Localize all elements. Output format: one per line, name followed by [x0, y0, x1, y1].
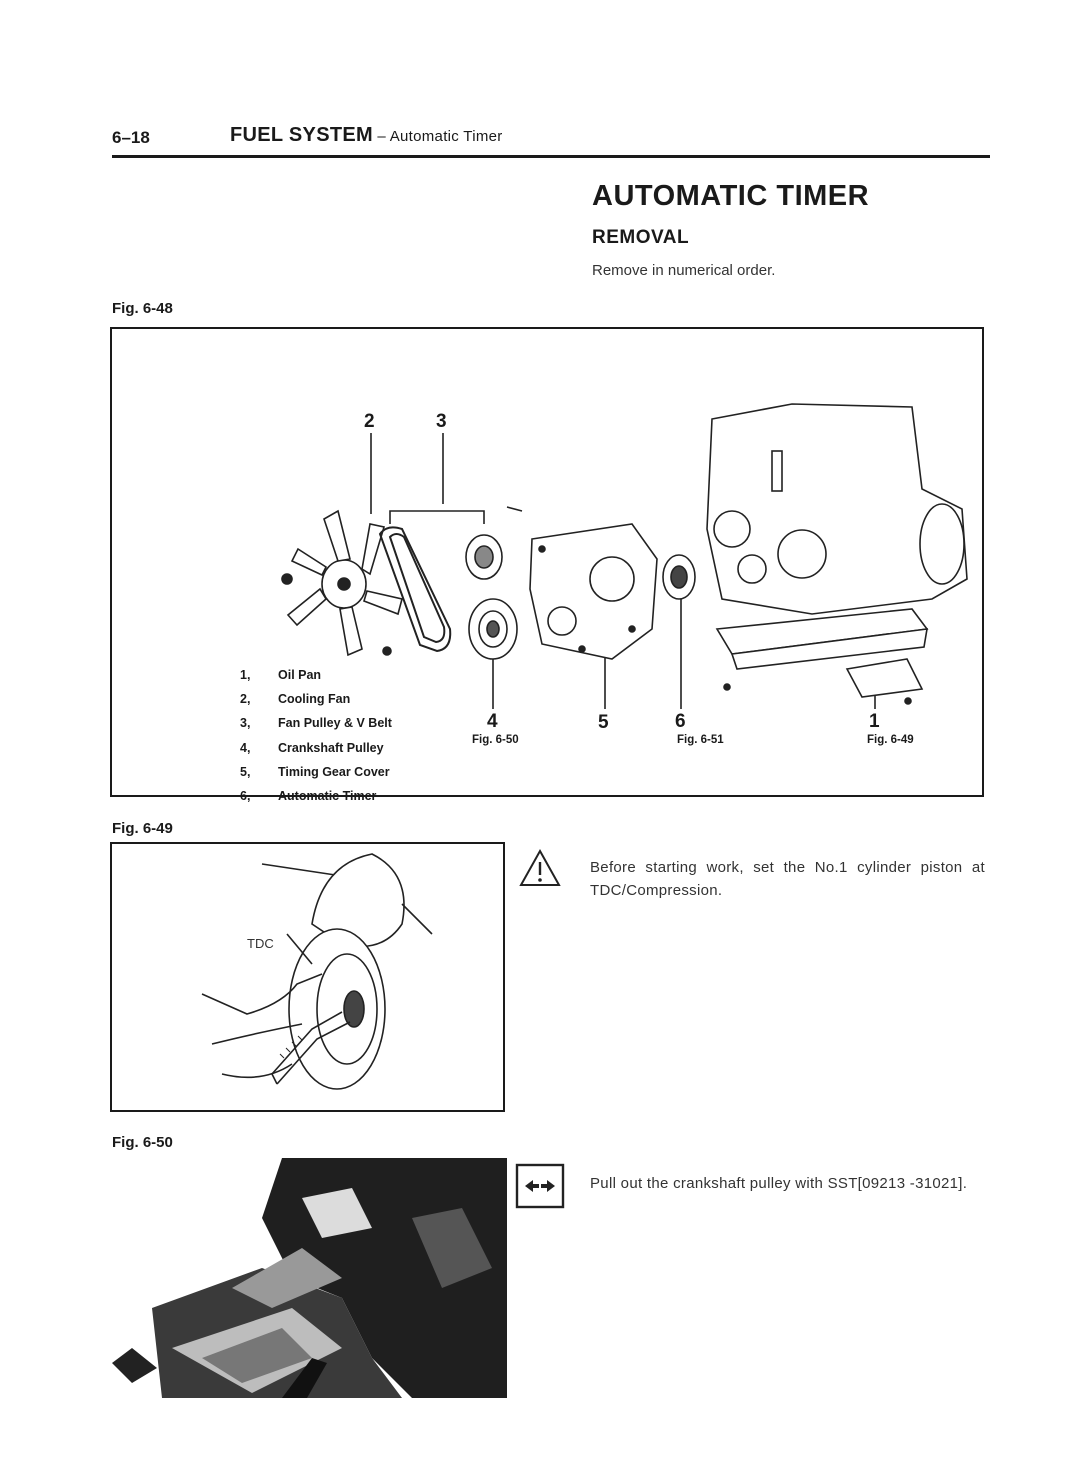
legend-text: Crankshaft Pulley [278, 740, 384, 755]
tdc-label: TDC [247, 936, 274, 951]
instruction-text: Remove in numerical order. [592, 262, 776, 279]
running-header [230, 124, 503, 147]
legend-text: Cooling Fan [278, 692, 351, 707]
legend-item [240, 736, 392, 760]
pulley-removal-photo [112, 1158, 507, 1398]
legend-text: Oil Pan [278, 668, 322, 682]
legend-text: Fan Pulley & V Belt [278, 716, 392, 731]
callout-4: 4 [487, 711, 498, 732]
callout-6: 6 [675, 711, 686, 732]
legend-item [240, 711, 392, 735]
parts-legend [240, 663, 392, 808]
legend-text: Timing Gear Cover [278, 764, 390, 779]
callout-1-ref: Fig. 6-49 [867, 734, 914, 746]
legend-text: Automatic Timer [278, 789, 377, 804]
legend-number: 2, [240, 692, 251, 707]
legend-number: 1, [240, 668, 251, 682]
legend-item [240, 687, 392, 711]
callout-2: 2 [364, 411, 375, 432]
pull-out-arrows-icon [515, 1163, 565, 1214]
fig-6-49-label: Fig. 6-49 [112, 820, 173, 837]
callout-1: 1 [869, 711, 880, 732]
v-belt-drawing [380, 527, 450, 651]
legend-number: 6, [240, 789, 251, 804]
fig-6-50-label: Fig. 6-50 [112, 1134, 173, 1151]
header-rule [112, 155, 990, 158]
legend-item [240, 663, 392, 687]
timing-gear-cover-drawing [507, 507, 657, 659]
cooling-fan-drawing [282, 511, 402, 655]
legend-item [240, 760, 392, 784]
automatic-timer-drawing [663, 555, 695, 599]
callout-4-ref: Fig. 6-50 [472, 734, 519, 746]
crankshaft-pulley-drawing [469, 599, 517, 659]
oil-pan-drawing [717, 609, 927, 704]
caution-text: Before starting work, set the No.1 cylinder piston at TDC/Compression. [590, 859, 985, 899]
header-subsection: – Automatic Timer [372, 128, 503, 145]
warning-triangle-icon [518, 848, 562, 893]
section-subtitle: REMOVAL [592, 227, 690, 248]
page-number: 6–18 [112, 128, 150, 147]
callout-5: 5 [598, 712, 609, 733]
fig-6-49-frame [110, 842, 505, 1112]
fig-6-48-label: Fig. 6-48 [112, 300, 173, 317]
header-section: FUEL SYSTEM [230, 124, 373, 146]
legend-number: 5, [240, 764, 251, 779]
legend-number: 4, [240, 740, 251, 755]
legend-number: 3, [240, 716, 251, 731]
tdc-alignment-drawing [112, 844, 503, 1110]
callout-6-ref: Fig. 6-51 [677, 734, 724, 746]
fan-pulley-drawing [466, 535, 502, 579]
legend-item [240, 784, 392, 808]
callout-3: 3 [436, 411, 447, 432]
pulley-removal-text: Pull out the crankshaft pulley with SST[09213 -31021]. [590, 1175, 968, 1192]
engine-block-drawing [707, 404, 967, 614]
page-title: AUTOMATIC TIMER [592, 180, 870, 212]
fig-6-48-frame [110, 327, 984, 804]
